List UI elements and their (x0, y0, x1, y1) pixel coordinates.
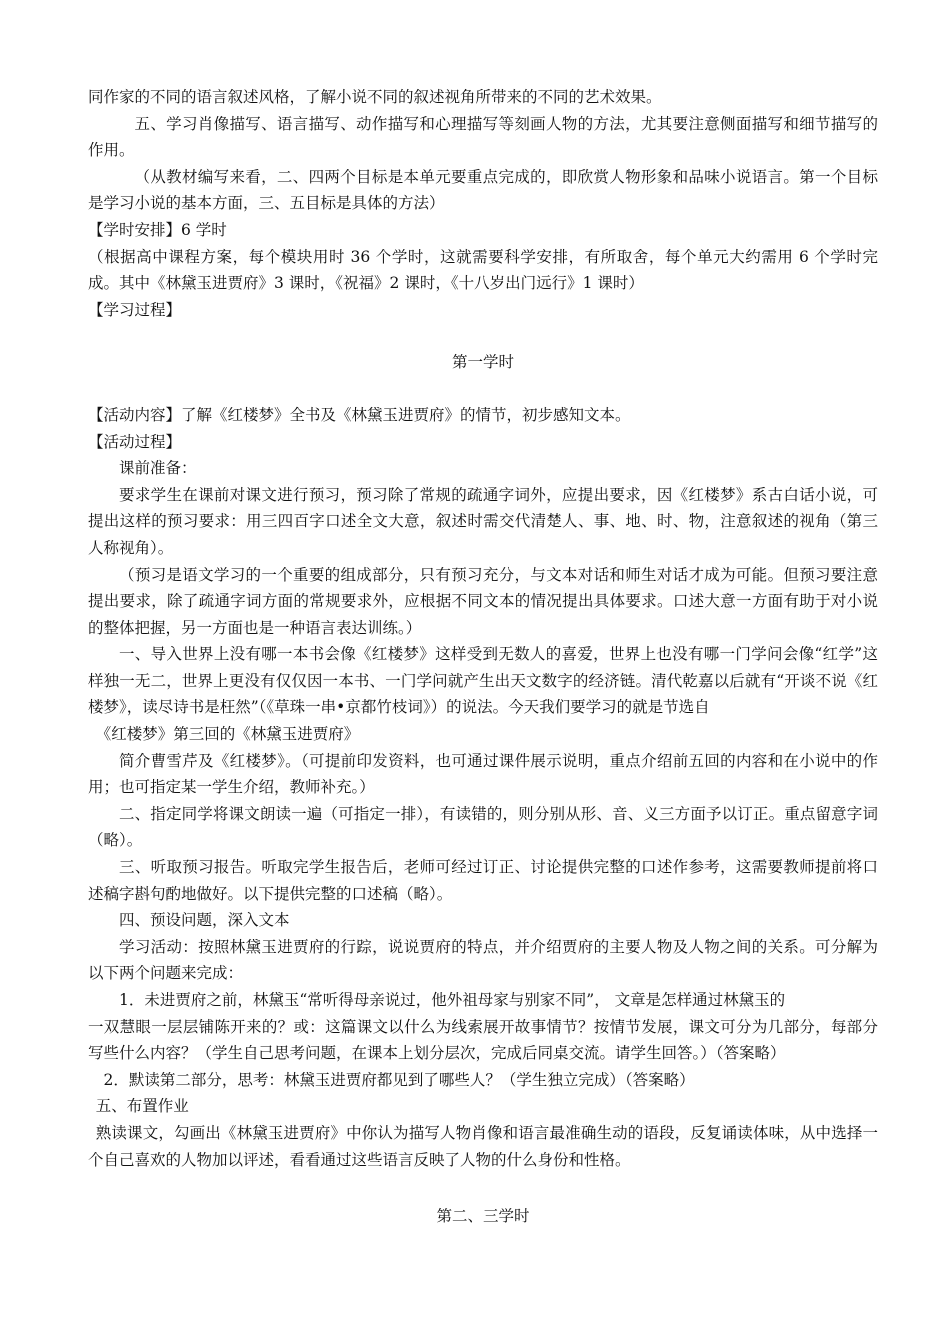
paragraph-preparation: 要求学生在课前对课文进行预习，预习除了常规的疏通字词外，应提出要求，因《红楼梦》系古白话小说，可提出这样的预习要求：用三四百字口述全文大意，叙述时需交代清楚人、事、地、时、物，注意叙述的视角（第三人称视角）。 (88, 485, 878, 557)
paragraph-step-two: 二、指定同学将课文朗读一遍（可指定一排），有读错的，则分别从形、音、义三方面予以订正。重点留意字词（略）。 (88, 804, 878, 850)
section-title-second-third-lesson: 第二、三学时 (436, 1207, 530, 1226)
heading-activity-process: 【活动过程】 (88, 432, 182, 451)
paragraph-learning-activity: 学习活动：按照林黛玉进贾府的行踪，说说贾府的特点，并介绍贾府的主要人物及人物之间的关系。可分解为以下两个问题来完成： (88, 937, 878, 983)
paragraph-objective-continued: 同作家的不同的语言叙述风格，了解小说不同的叙述视角所带来的不同的艺术效果。 (88, 88, 662, 106)
spacer (88, 1173, 878, 1203)
paragraph-step-five: 五、布置作业 (95, 1097, 189, 1116)
section-title-first-lesson: 第一学时 (451, 353, 514, 372)
heading-schedule: 【学时安排】6 学时 (88, 220, 227, 239)
document-page (88, 84, 878, 1230)
spacer (88, 323, 878, 349)
paragraph-author-intro: 简介曹雪芹及《红楼梦》。（可提前印发资料，也可通过课件展示说明，重点介绍前五回的内容和在小说中的作用；也可指定某一学生介绍，教师补充。） (88, 751, 878, 797)
spacer (88, 376, 878, 402)
paragraph-schedule-note: （根据高中课程方案，每个模块用时 36 个学时，这就需要科学安排，有所取舍，每个单元大约需用 6 个学时完成。其中《林黛玉进贾府》3 课时，《祝福》2 课时，《十八岁出门远行》1 课时） (88, 247, 878, 293)
paragraph-question-one-continued: 一双慧眼一层层铺陈开来的？或：这篇课文以什么为线索展开故事情节？按情节发展，课文可分为几部分，每部分写些什么内容？（学生自己思考问题，在课本上划分层次，完成后同桌交流。请学生回答。）（答案略） (88, 1017, 878, 1063)
paragraph-introduction: 一、导入世界上没有哪一本书会像《红楼梦》这样受到无数人的喜爱，世界上也没有哪一门学问会像“红学”这样独一无二，世界上更没有仅仅因一本书、一门学问就产生出天文数字的经济链。清代乾嘉以后就有“开谈不说《红楼梦》，读尽诗书是枉然”（《草珠一串•京都竹枝词》）的说法。今天我们要学习的就是节选自 (88, 645, 878, 717)
paragraph-homework: 熟读课文，勾画出《林黛玉进贾府》中你认为描写人物肖像和语言最准确生动的语段，反复诵读体味，从中选择一个自己喜欢的人物加以评述，看看通过这些语言反映了人物的什么身份和性格。 (88, 1123, 878, 1169)
paragraph-step-four: 四、预设问题，深入文本 (119, 911, 290, 930)
paragraph-objective-note: （从教材编写来看，二、四两个目标是本单元要重点完成的，即欣赏人物形象和品味小说语言。第一个目标是学习小说的基本方面，三、五目标是具体的方法） (88, 167, 878, 213)
heading-learning-process: 【学习过程】 (88, 300, 182, 319)
paragraph-question-two: 2．默读第二部分，思考：林黛玉进贾府都见到了哪些人？（学生独立完成）（答案略） (103, 1070, 695, 1089)
paragraph-objective-five: 五、学习肖像描写、语言描写、动作描写和心理描写等刻画人物的方法，尤其要注意侧面描写和细节描写的作用。 (88, 114, 878, 160)
paragraph-preparation-label: 课前准备： (119, 459, 197, 478)
paragraph-question-one: 1．未进贾府之前，林黛玉“常听得母亲说过，他外祖母家与别家不同”， 文章是怎样通过林黛玉的 (119, 991, 786, 1009)
paragraph-introduction-tail: 《红楼梦》第三回的《林黛玉进贾府》 (95, 725, 360, 744)
paragraph-preparation-note: （预习是语文学习的一个重要的组成部分，只有预习充分，与文本对话和师生对话才成为可能。但预习要注意提出要求，除了疏通字词方面的常规要求外，应根据不同文本的情况提出具体要求。口述大意一方面有助于对小说的整体把握，另一方面也是一种语言表达训练。） (88, 565, 878, 637)
heading-activity-content: 【活动内容】了解《红楼梦》全书及《林黛玉进贾府》的情节，初步感知文本。 (88, 405, 631, 424)
paragraph-step-three: 三、听取预习报告。听取完学生报告后，老师可经过订正、讨论提供完整的口述作参考，这需要教师提前将口述稿字斟句酌地做好。以下提供完整的口述稿（略）。 (88, 858, 878, 903)
